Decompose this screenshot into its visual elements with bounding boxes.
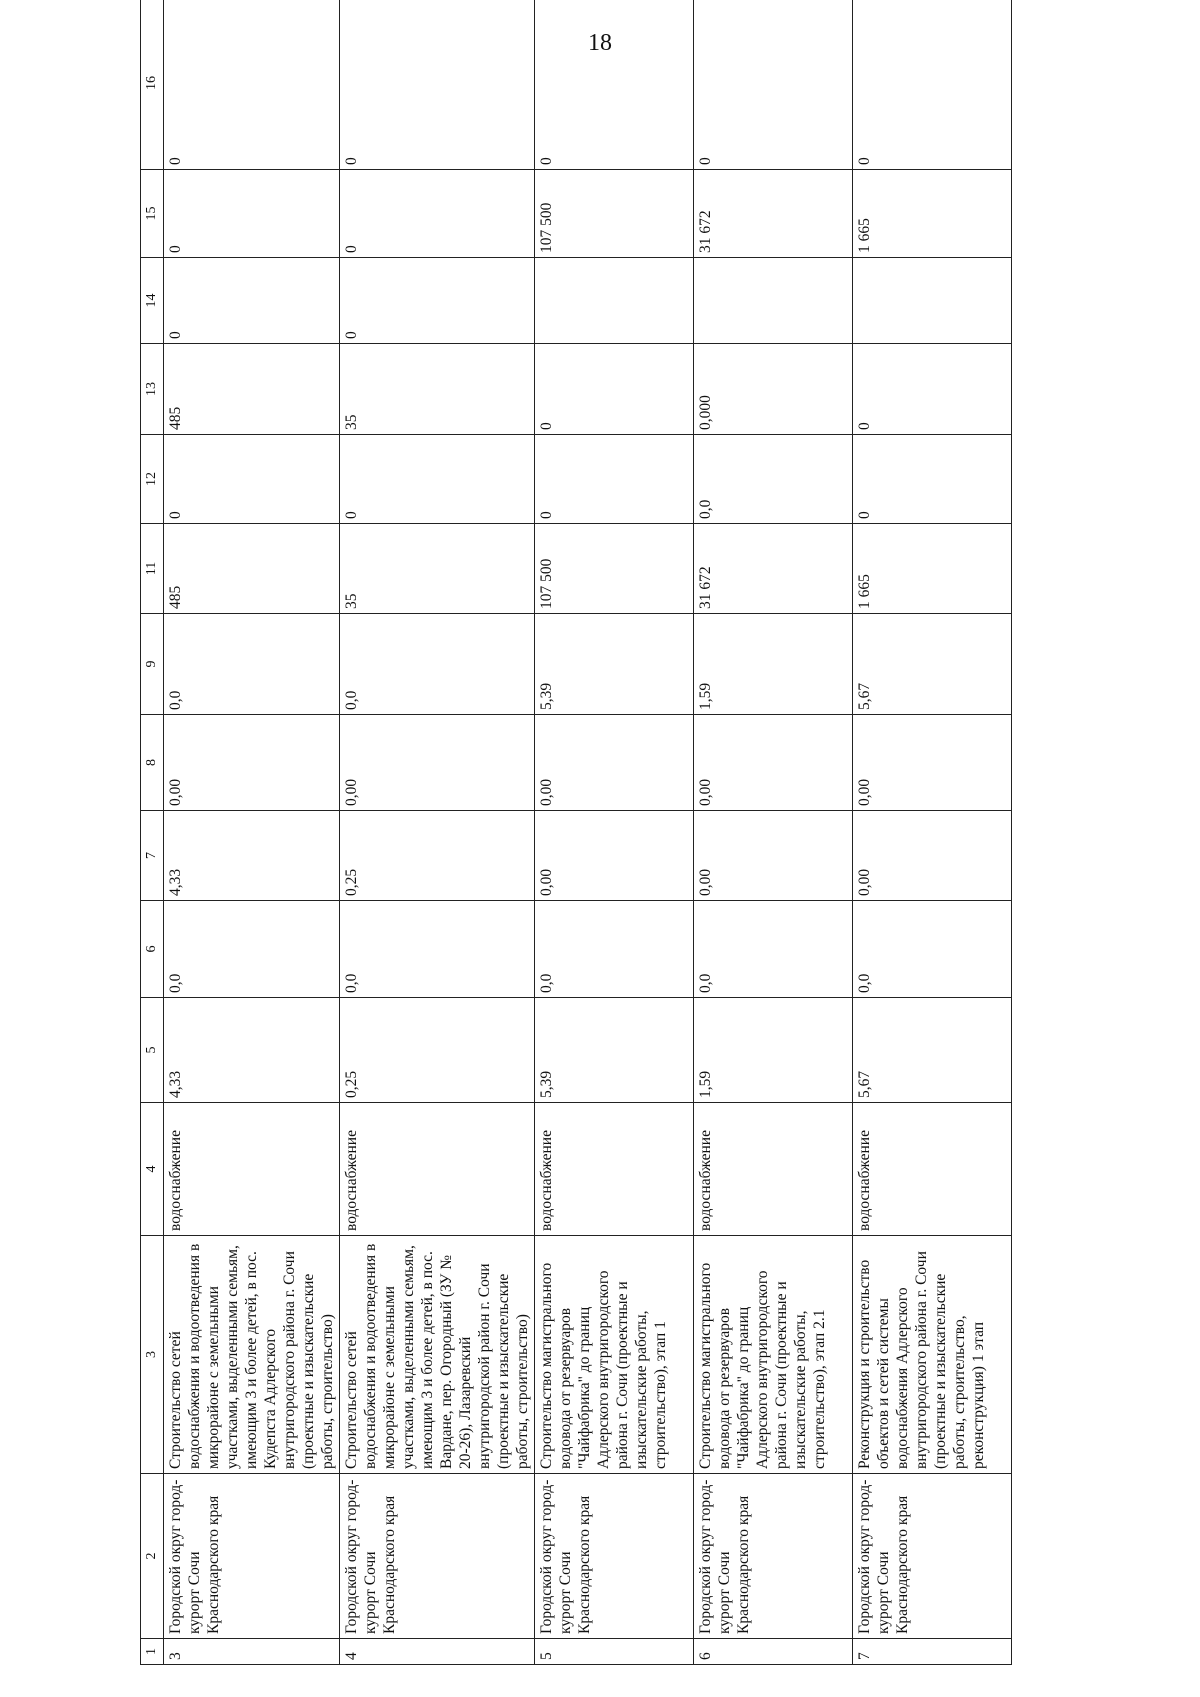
table-cell: 0,0: [164, 614, 340, 715]
table-cell: 4: [340, 1639, 535, 1665]
column-header: 16: [141, 0, 164, 170]
column-header: 9: [141, 614, 164, 715]
table-cell: 0,25: [340, 811, 535, 901]
table-cell: 0: [340, 435, 535, 524]
table-cell: 1,59: [694, 998, 853, 1103]
table-cell: 0,0: [694, 435, 853, 524]
table-cell: Городской округ город-курорт Сочи Краснодарского края: [164, 1474, 340, 1639]
table-cell: 5,39: [535, 998, 694, 1103]
column-header: 5: [141, 998, 164, 1103]
table-cell: 0,00: [535, 715, 694, 811]
table-cell: 6: [694, 1639, 853, 1665]
table-cell: 0,00: [340, 715, 535, 811]
table-cell: Строительство сетей водоснабжения и водоотведения в микрорайоне с земельными участками, выделенными семьям, имеющим 3 и более детей, в пос. Вардане, пер. Огородный (ЗУ № 20-26), Лазаревский внутригородской район г. Сочи (проектные и изыскательские работы, строительство): [340, 1236, 535, 1474]
table-cell: Строительство магистрального водовода от резервуаров "Чайфабрика" до границ Адлерского внутригородского района г. Сочи (проектные и изыскательские работы, строительство), этап 1: [535, 1236, 694, 1474]
table-cell: 0,0: [694, 901, 853, 998]
column-header: 3: [141, 1236, 164, 1474]
table-cell: 0: [164, 170, 340, 258]
table-cell: 0: [535, 344, 694, 435]
table-cell: 0: [535, 435, 694, 524]
table-cell: 0: [340, 258, 535, 344]
table-cell: 1 665: [853, 170, 1012, 258]
table-cell: 0: [340, 0, 535, 170]
table-cell: водоснабжение: [164, 1103, 340, 1236]
table-cell: 0,0: [340, 614, 535, 715]
table-cell: 0,0: [340, 901, 535, 998]
column-header: 7: [141, 811, 164, 901]
table-row: [340, 0, 535, 1665]
table-cell: 485: [164, 344, 340, 435]
table-cell: 1 665: [853, 524, 1012, 614]
table-cell: 0,00: [164, 715, 340, 811]
table-cell: 0: [853, 435, 1012, 524]
table-cell: Строительство магистрального водовода от резервуаров "Чайфабрика" до границ Адлерского внутригородского района г. Сочи (проектные и изыскательские работы, строительство), этап 2.1: [694, 1236, 853, 1474]
table-cell: 35: [340, 344, 535, 435]
table-cell: 1,59: [694, 614, 853, 715]
table-cell: 5,67: [853, 614, 1012, 715]
column-header: 4: [141, 1103, 164, 1236]
table-row: [853, 0, 1012, 1665]
table-cell: 0,00: [853, 715, 1012, 811]
column-header: 13: [141, 344, 164, 435]
table-row: [164, 0, 340, 1665]
table-cell: водоснабжение: [694, 1103, 853, 1236]
table-cell: Реконструкция и строительство объектов и сетей системы водоснабжения Адлерского внутригородского района г. Сочи (проектные и изыскательские работы, строительство, реконструкция) 1 этап: [853, 1236, 1012, 1474]
table-cell: 3: [164, 1639, 340, 1665]
table-cell: 4,33: [164, 998, 340, 1103]
table-row: [694, 0, 853, 1665]
table-cell: 4,33: [164, 811, 340, 901]
table-cell: 0,0: [535, 901, 694, 998]
table-cell: Строительство сетей водоснабжения и водоотведения в микрорайоне с земельными участками, выделенными семьям, имеющим 3 и более детей, в пос. Кудепста Адлерского внутригородского района г. Сочи (проектные и изыскательские работы, строительство): [164, 1236, 340, 1474]
table-cell: 35: [340, 524, 535, 614]
table-cell: Городской округ город-курорт Сочи Краснодарского края: [853, 1474, 1012, 1639]
column-header: 15: [141, 170, 164, 258]
column-header: 12: [141, 435, 164, 524]
table-cell: 0: [164, 435, 340, 524]
table-cell: 0: [694, 0, 853, 170]
table-cell: 0,0: [853, 901, 1012, 998]
table-cell: Городской округ город-курорт Сочи Краснодарского края: [340, 1474, 535, 1639]
table-cell: 485: [164, 524, 340, 614]
table-cell: 0: [164, 258, 340, 344]
table-cell: водоснабжение: [535, 1103, 694, 1236]
column-header: 8: [141, 715, 164, 811]
table-cell: 0: [853, 0, 1012, 170]
table-cell: 0,25: [340, 998, 535, 1103]
table-cell: 31 672: [694, 170, 853, 258]
table-cell: 5: [535, 1639, 694, 1665]
table-cell: 7: [853, 1639, 1012, 1665]
table-cell: водоснабжение: [853, 1103, 1012, 1236]
table-cell: 0: [535, 0, 694, 170]
column-number-row: [141, 0, 164, 1665]
column-header: 14: [141, 258, 164, 344]
table-cell: 0,00: [535, 811, 694, 901]
table-cell: 107 500: [535, 170, 694, 258]
table-cell: 5,67: [853, 998, 1012, 1103]
table-cell: 31 672: [694, 524, 853, 614]
table-cell: 0,00: [694, 715, 853, 811]
table-cell: 5,39: [535, 614, 694, 715]
table-cell: 0: [340, 170, 535, 258]
column-header: 1: [141, 1639, 164, 1665]
table-cell: [853, 258, 1012, 344]
table-cell: Городской округ город-курорт Сочи Краснодарского края: [535, 1474, 694, 1639]
table-cell: Городской округ город-курорт Сочи Краснодарского края: [694, 1474, 853, 1639]
table-cell: 107 500: [535, 524, 694, 614]
table-cell: [694, 258, 853, 344]
table-cell: 0,000: [694, 344, 853, 435]
table-cell: водоснабжение: [340, 1103, 535, 1236]
column-header: 11: [141, 524, 164, 614]
table-cell: 0: [853, 344, 1012, 435]
column-header: 2: [141, 1474, 164, 1639]
page-number: 18: [588, 30, 612, 56]
table-cell: [535, 258, 694, 344]
table-cell: 0,00: [853, 811, 1012, 901]
table-cell: 0,0: [164, 901, 340, 998]
table-cell: 0: [164, 0, 340, 170]
data-table: [140, 0, 1012, 1665]
table-cell: 0,00: [694, 811, 853, 901]
column-header: 6: [141, 901, 164, 998]
rotated-table-area: [140, 76, 1082, 1665]
table-row: [535, 0, 694, 1665]
